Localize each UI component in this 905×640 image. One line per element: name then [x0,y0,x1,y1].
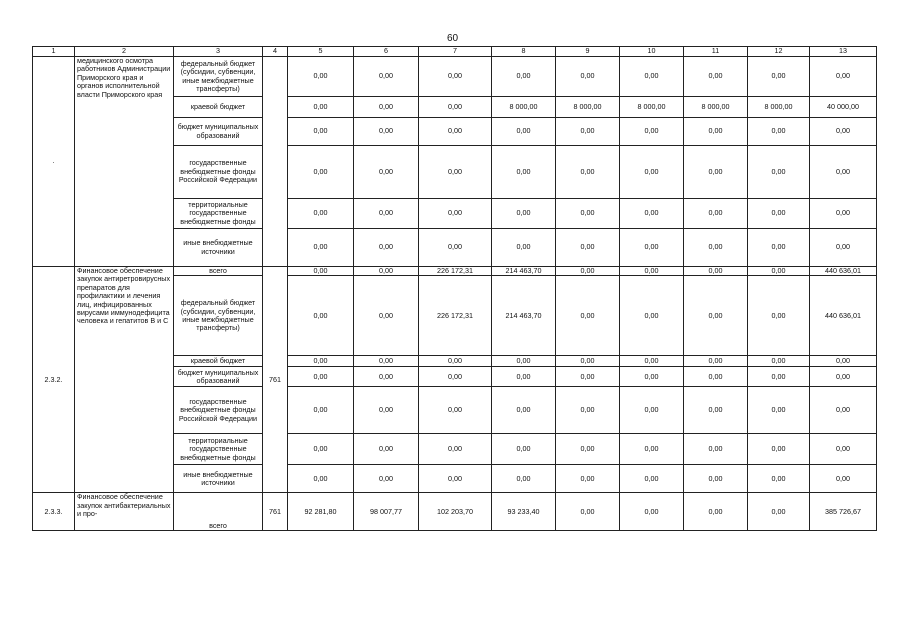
amount-cell: 0,00 [419,146,492,199]
amount-cell: 93 233,40 [492,493,556,531]
col-header: 10 [620,47,684,57]
col-header: 1 [33,47,75,57]
amount-cell: 92 281,80 [288,493,354,531]
amount-cell: 0,00 [288,356,354,367]
amount-cell: 0,00 [556,199,620,229]
amount-cell: 0,00 [556,367,620,387]
amount-cell: 98 007,77 [354,493,419,531]
amount-cell: 0,00 [620,493,684,531]
amount-cell: 440 636,01 [810,276,877,356]
amount-cell: 0,00 [748,267,810,276]
amount-cell: 0,00 [492,57,556,97]
amount-cell: 0,00 [419,356,492,367]
col-header: 13 [810,47,877,57]
amount-cell: 0,00 [810,199,877,229]
col-header: 4 [263,47,288,57]
amount-cell: 0,00 [354,229,419,267]
amount-cell: 0,00 [354,356,419,367]
col-header: 8 [492,47,556,57]
amount-cell: 0,00 [288,434,354,465]
amount-cell: 0,00 [288,118,354,146]
amount-cell: 0,00 [288,199,354,229]
amount-cell: 0,00 [684,356,748,367]
amount-cell: 8 000,00 [492,97,556,118]
col-header: 3 [174,47,263,57]
amount-cell: 226 172,31 [419,267,492,276]
amount-cell: 0,00 [556,387,620,434]
funding-source: государственные внебюджетные фонды Российской Федерации [174,146,263,199]
budget-table [32,46,877,531]
amount-cell: 0,00 [492,434,556,465]
amount-cell: 0,00 [810,387,877,434]
amount-cell: 0,00 [492,356,556,367]
amount-cell: 0,00 [684,57,748,97]
amount-cell: 0,00 [748,387,810,434]
amount-cell: 0,00 [620,465,684,493]
amount-cell: 0,00 [620,229,684,267]
col-header: 5 [288,47,354,57]
amount-cell: 0,00 [748,276,810,356]
amount-cell: 0,00 [354,199,419,229]
amount-cell: 0,00 [492,229,556,267]
amount-cell: 0,00 [810,465,877,493]
table-row [33,493,877,531]
amount-cell: 0,00 [748,434,810,465]
amount-cell: 0,00 [684,465,748,493]
amount-cell: 0,00 [288,146,354,199]
amount-cell: 0,00 [748,146,810,199]
table-row [33,267,877,276]
page-number: 60 [446,33,459,44]
amount-cell: 0,00 [556,356,620,367]
amount-cell: 0,00 [810,434,877,465]
amount-cell: 0,00 [288,465,354,493]
amount-cell: 0,00 [354,465,419,493]
amount-cell: 0,00 [684,276,748,356]
amount-cell: 0,00 [620,267,684,276]
amount-cell: 8 000,00 [684,97,748,118]
amount-cell: 0,00 [354,387,419,434]
amount-cell: 8 000,00 [748,97,810,118]
funding-source: краевой бюджет [174,356,263,367]
funding-source: территориальные государственные внебюджетные фонды [174,199,263,229]
amount-cell: 0,00 [684,118,748,146]
amount-cell: 0,00 [354,146,419,199]
amount-cell: 0,00 [748,57,810,97]
amount-cell: 0,00 [354,118,419,146]
amount-cell: 0,00 [288,97,354,118]
amount-cell: 0,00 [620,387,684,434]
amount-cell: 0,00 [556,118,620,146]
amount-cell: 0,00 [354,57,419,97]
amount-cell: 0,00 [810,367,877,387]
amount-cell: 8 000,00 [556,97,620,118]
budget-code [263,57,288,267]
funding-source: территориальные государственные внебюджетные фонды [174,434,263,465]
amount-cell: 0,00 [620,434,684,465]
item-name: Финансовое обеспечение закупок антиретровирусных препаратов для профилактики и лечения лиц, инфицированных вирусами иммунодефицита человека и гепатитов В и С [75,267,174,493]
col-header: 11 [684,47,748,57]
item-index: 2.3.3. [33,493,75,531]
column-number-row [33,47,877,57]
amount-cell: 0,00 [620,118,684,146]
funding-source: бюджет муниципальных образований [174,118,263,146]
funding-source: федеральный бюджет (субсидии, субвенции, иные межбюджетные трансферты) [174,57,263,97]
amount-cell: 0,00 [288,276,354,356]
funding-source: иные внебюджетные источники [174,465,263,493]
amount-cell: 0,00 [492,146,556,199]
amount-cell: 8 000,00 [620,97,684,118]
amount-cell: 0,00 [492,118,556,146]
amount-cell: 0,00 [748,118,810,146]
amount-cell: 0,00 [684,267,748,276]
funding-source: всего [174,267,263,276]
item-index: . [33,57,75,267]
amount-cell: 0,00 [354,276,419,356]
amount-cell: 0,00 [419,118,492,146]
col-header: 6 [354,47,419,57]
amount-cell: 0,00 [288,229,354,267]
funding-source: краевой бюджет [174,97,263,118]
amount-cell: 0,00 [810,57,877,97]
amount-cell: 0,00 [419,199,492,229]
budget-code: 761 [263,493,288,531]
amount-cell: 0,00 [556,57,620,97]
amount-cell: 0,00 [419,229,492,267]
amount-cell: 0,00 [810,146,877,199]
amount-cell: 0,00 [748,356,810,367]
amount-cell: 0,00 [684,493,748,531]
amount-cell: 0,00 [748,465,810,493]
amount-cell: 0,00 [492,367,556,387]
amount-cell: 102 203,70 [419,493,492,531]
amount-cell: 0,00 [810,356,877,367]
amount-cell: 0,00 [684,434,748,465]
amount-cell: 0,00 [288,267,354,276]
amount-cell: 0,00 [492,465,556,493]
amount-cell: 214 463,70 [492,276,556,356]
amount-cell: 0,00 [492,199,556,229]
amount-cell: 385 726,67 [810,493,877,531]
amount-cell: 0,00 [684,229,748,267]
amount-cell: 0,00 [620,356,684,367]
amount-cell: 40 000,00 [810,97,877,118]
amount-cell: 0,00 [288,57,354,97]
item-index: 2.3.2. [33,267,75,493]
amount-cell: 0,00 [684,367,748,387]
budget-code: 761 [263,267,288,493]
amount-cell: 0,00 [748,493,810,531]
amount-cell: 0,00 [492,387,556,434]
amount-cell: 0,00 [748,229,810,267]
amount-cell: 0,00 [684,387,748,434]
amount-cell: 0,00 [620,276,684,356]
amount-cell: 0,00 [620,367,684,387]
amount-cell: 0,00 [354,97,419,118]
amount-cell: 0,00 [556,276,620,356]
col-header: 2 [75,47,174,57]
amount-cell: 0,00 [419,97,492,118]
amount-cell: 0,00 [556,493,620,531]
amount-cell: 214 463,70 [492,267,556,276]
amount-cell: 0,00 [419,387,492,434]
amount-cell: 226 172,31 [419,276,492,356]
amount-cell: 440 636,01 [810,267,877,276]
col-header: 12 [748,47,810,57]
amount-cell: 0,00 [684,146,748,199]
funding-source: бюджет муниципальных образований [174,367,263,387]
amount-cell: 0,00 [419,367,492,387]
amount-cell: 0,00 [810,118,877,146]
table-row [33,57,877,97]
amount-cell: 0,00 [620,199,684,229]
amount-cell: 0,00 [419,434,492,465]
funding-source: федеральный бюджет (субсидии, субвенции, иные межбюджетные трансферты) [174,276,263,356]
amount-cell: 0,00 [354,367,419,387]
amount-cell: 0,00 [684,199,748,229]
amount-cell: 0,00 [748,199,810,229]
amount-cell: 0,00 [288,387,354,434]
amount-cell: 0,00 [419,57,492,97]
amount-cell: 0,00 [748,367,810,387]
amount-cell: 0,00 [620,146,684,199]
amount-cell: 0,00 [556,267,620,276]
funding-source: всего [174,493,263,531]
amount-cell: 0,00 [556,434,620,465]
funding-source: государственные внебюджетные фонды Российской Федерации [174,387,263,434]
col-header: 7 [419,47,492,57]
amount-cell: 0,00 [556,465,620,493]
col-header: 9 [556,47,620,57]
amount-cell: 0,00 [556,229,620,267]
amount-cell: 0,00 [810,229,877,267]
item-name: медицинского осмотра работников Администрации Приморского края и органов исполнительной власти Приморского края [75,57,174,267]
item-name: Финансовое обеспечение закупок антибактериальных и про- [75,493,174,531]
amount-cell: 0,00 [620,57,684,97]
amount-cell: 0,00 [419,465,492,493]
amount-cell: 0,00 [288,367,354,387]
amount-cell: 0,00 [556,146,620,199]
amount-cell: 0,00 [354,267,419,276]
amount-cell: 0,00 [354,434,419,465]
funding-source: иные внебюджетные источники [174,229,263,267]
